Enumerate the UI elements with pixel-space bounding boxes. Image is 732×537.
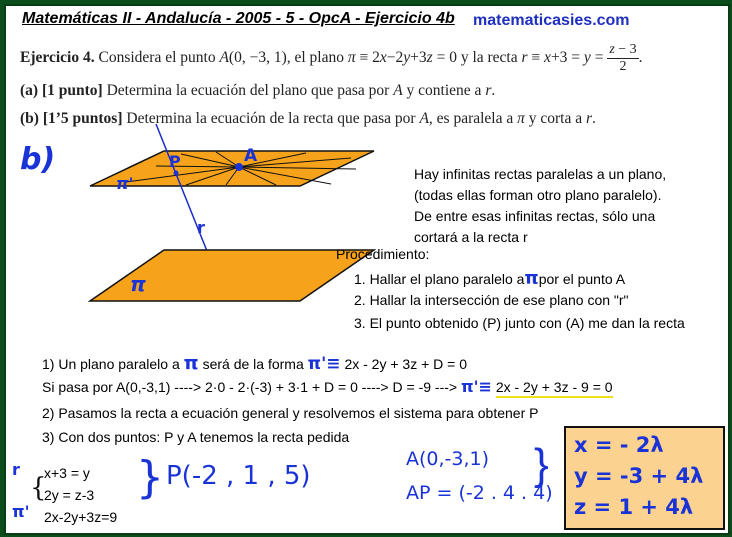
pi-prime-symbol-icon: π'≡ xyxy=(460,377,492,396)
final-x: x = - 2λ xyxy=(574,433,664,457)
system-equations xyxy=(44,462,117,528)
solution-substitution-text: Si pasa por A(0,-3,1) ----> 2·0 - 2·(-3) + 3·1 + D = 0 ----> D = -9 ---> xyxy=(42,379,458,395)
solution-step-1-substitution xyxy=(42,377,613,396)
point-p-dot xyxy=(174,171,179,176)
solution-step-1c: 2x - 2y + 3z + D = 0 xyxy=(344,356,467,372)
diagram-point-p-label: P xyxy=(169,152,181,171)
final-z: z = 1 + 4λ xyxy=(574,495,694,519)
point-a-dot xyxy=(235,163,243,171)
pi-prime-symbol-icon: π'≡ xyxy=(307,354,341,374)
vectors-brace-right: } xyxy=(534,440,549,489)
final-y: y = -3 + 4λ xyxy=(574,464,704,488)
solution-step-2: 2) Pasamos la recta a ecuación general y resolvemos el sistema para obtener P xyxy=(42,405,539,421)
procedure-step-1-text: 1. Hallar el plano paralelo a xyxy=(354,271,525,287)
problem-part-b: (b) [1’5 puntos] Determina la ecuación de la recta que pasa por A, es paralela a π y corta a r. xyxy=(20,110,596,127)
line-r xyxy=(156,124,211,261)
explanation-line: Hay infinitas rectas paralelas a un plano, xyxy=(414,166,667,182)
system-eq2: 2y = z-3 xyxy=(44,487,95,503)
system-label-pi: π' xyxy=(12,502,30,521)
system-eq1: x+3 = y xyxy=(44,465,90,481)
explanation-block xyxy=(414,164,666,248)
document-page xyxy=(4,4,730,535)
plane-equation-result: 2x - 2y + 3z - 9 = 0 xyxy=(496,379,613,398)
diagram-plane-top-label: π' xyxy=(116,174,134,193)
pi-symbol-icon: π xyxy=(524,268,539,289)
diagram-part-label: b) xyxy=(20,142,56,177)
procedure-step-3: 3. El punto obtenido (P) junto con (A) me dan la recta xyxy=(354,315,685,331)
solution-step-1b: será de la forma xyxy=(202,356,304,372)
system-eq3: 2x-2y+3z=9 xyxy=(44,509,118,525)
solution-step-3: 3) Con dos puntos: P y A tenemos la recta pedida xyxy=(42,429,350,445)
solution-step-1a: 1) Un plano paralelo a xyxy=(42,356,180,372)
explanation-line: De entre esas infinitas rectas, sólo una xyxy=(414,208,656,224)
page-header-title: Matemáticas II - Andalucía - 2005 - 5 - OpcA - Ejercicio 4b xyxy=(22,10,455,27)
point-p-result: P(-2 , 1 , 5) xyxy=(166,461,311,491)
problem-statement: Ejercicio 4. Considera el punto A(0, −3, 1), el plano π ≡ 2x−2y+3z = 0 y la recta r ≡ x+3 = y = $\frac{z - 3}{2}$ . xyxy=(20,42,643,74)
procedure-step-1-tail: por el punto A xyxy=(538,271,626,287)
vector-ap: AP = (-2 . 4 . 4) xyxy=(406,482,553,504)
site-name[interactable]: matematicasies.com xyxy=(473,12,630,29)
solution-step-1 xyxy=(42,352,467,374)
diagram-point-a-label: A xyxy=(244,146,258,166)
system-label-r: r xyxy=(12,460,20,479)
procedure-title: Procedimiento: xyxy=(336,246,430,262)
pi-symbol-icon: π xyxy=(183,352,199,374)
system-brace-right: } xyxy=(136,452,164,503)
procedure-step-2: 2. Hallar la intersección de ese plano con "r" xyxy=(354,292,629,308)
problem-part-a: (a) [1 punto] Determina la ecuación del plano que pasa por A y contiene a r. xyxy=(20,82,496,99)
explanation-line: (todas ellas forman otro plano paralelo). xyxy=(414,187,662,203)
point-a-coords: A(0,-3,1) xyxy=(406,448,490,470)
procedure-step-1 xyxy=(354,268,625,289)
explanation-line: cortará a la recta r xyxy=(414,229,528,245)
diagram-line-r-label: r xyxy=(197,218,205,237)
final-answer-equations xyxy=(574,430,703,523)
system-brace-left: { xyxy=(30,473,47,503)
diagram-plane-bottom-label: π xyxy=(130,272,146,296)
